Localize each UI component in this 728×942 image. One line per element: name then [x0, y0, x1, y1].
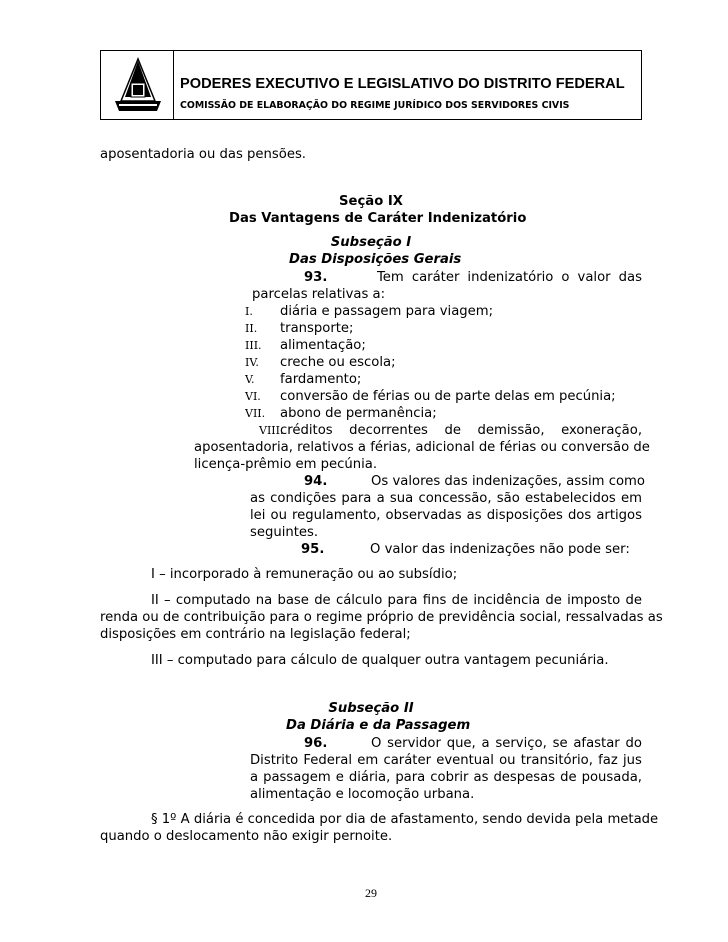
art94-line2: as condições para a sua concessão, são estabelecidos em — [250, 491, 642, 506]
art95-item2-line1: II – computado na base de cálculo para fins de incidência de imposto de — [151, 593, 642, 608]
item-text: abono de permanência; — [280, 406, 437, 421]
item-text: creche ou escola; — [280, 355, 396, 370]
art95-item1: I – incorporado à remuneração ou ao subsídio; — [151, 567, 458, 582]
art94-number: 94. — [304, 474, 328, 489]
roman-numeral: VII. — [245, 407, 266, 420]
art95-item3: III – computado para cálculo de qualquer outra vantagem pecuniária. — [151, 653, 609, 668]
subsection1-subtitle: Das Disposições Gerais — [289, 252, 462, 267]
roman-numeral: I. — [245, 305, 253, 318]
coat-of-arms-logo — [113, 57, 163, 115]
section-subtitle: Das Vantagens de Caráter Indenizatório — [229, 211, 527, 226]
roman-numeral: VI. — [245, 390, 261, 403]
item-text: transporte; — [280, 321, 354, 336]
art93-item — [245, 371, 361, 388]
art94-line3: lei ou regulamento, observadas as disposições dos artigos — [250, 508, 642, 523]
art93-item — [245, 405, 437, 422]
art96-line1: O servidor que, a serviço, se afastar do — [371, 736, 642, 751]
art93-item — [245, 354, 396, 371]
art93-item — [245, 320, 354, 337]
art96-par1-line2: quando o deslocamento não exigir pernoite. — [100, 829, 393, 844]
art93-item8-roman: VIII. — [259, 424, 284, 437]
item-text: conversão de férias ou de parte delas em pecúnia; — [280, 389, 616, 404]
roman-numeral: V. — [245, 373, 255, 386]
art95-number: 95. — [301, 542, 325, 557]
art93-item8-line3: licença-prêmio em pecúnia. — [194, 457, 378, 472]
item-text: alimentação; — [280, 338, 366, 353]
art95-text: O valor das indenizações não pode ser: — [370, 542, 630, 557]
art93-number: 93. — [304, 270, 328, 285]
art95-item2-line2: renda ou de contribuição para o regime próprio de previdência social, ressalvadas as — [100, 610, 663, 625]
art96-par1-line1: § 1º A diária é concedida por dia de afastamento, sendo devida pela metade — [151, 812, 659, 827]
art95-item2-line3: disposições em contrário na legislação federal; — [100, 627, 411, 642]
intro-fragment: aposentadoria ou das pensões. — [100, 147, 307, 162]
art93-text-line1: Tem caráter indenizatório o valor das — [377, 270, 642, 285]
item-text: fardamento; — [280, 372, 362, 387]
art93-item8-line1: créditos decorrentes de demissão, exoneração, — [280, 423, 643, 438]
art93-item8-line2: aposentadoria, relativos a férias, adicional de férias ou conversão de — [194, 440, 650, 455]
art94-line4: seguintes. — [250, 525, 319, 540]
item-text: diária e passagem para viagem; — [280, 304, 494, 319]
art96-line3: a passagem e diária, para cobrir as despesas de pousada, — [250, 770, 642, 785]
art94-line1: Os valores das indenizações, assim como — [371, 474, 645, 489]
art93-item — [245, 303, 493, 320]
subsection2-subtitle: Da Diária e da Passagem — [286, 718, 471, 733]
art96-number: 96. — [304, 736, 328, 751]
page-number: 29 — [365, 886, 377, 900]
header-subtitle: COMISSÃO DE ELABORAÇÃO DO REGIME JURÍDICO DOS SERVIDORES CIVIS — [180, 100, 570, 111]
subsection1-title: Subseção I — [330, 235, 412, 250]
header-divider — [173, 51, 174, 119]
subsection2-title: Subseção II — [328, 701, 414, 716]
art93-item — [245, 337, 366, 354]
art93-text-line2: parcelas relativas a: — [252, 287, 386, 302]
art93-item — [245, 388, 616, 405]
roman-numeral: IV. — [245, 356, 259, 369]
section-title: Seção IX — [339, 194, 403, 209]
art96-line4: alimentação e locomoção urbana. — [250, 787, 475, 802]
header-title: PODERES EXECUTIVO E LEGISLATIVO DO DISTRITO FEDERAL — [180, 76, 625, 92]
art96-line2: Distrito Federal em caráter eventual ou transitório, faz jus — [250, 753, 642, 768]
roman-numeral: II. — [245, 322, 258, 335]
roman-numeral: III. — [245, 339, 262, 352]
